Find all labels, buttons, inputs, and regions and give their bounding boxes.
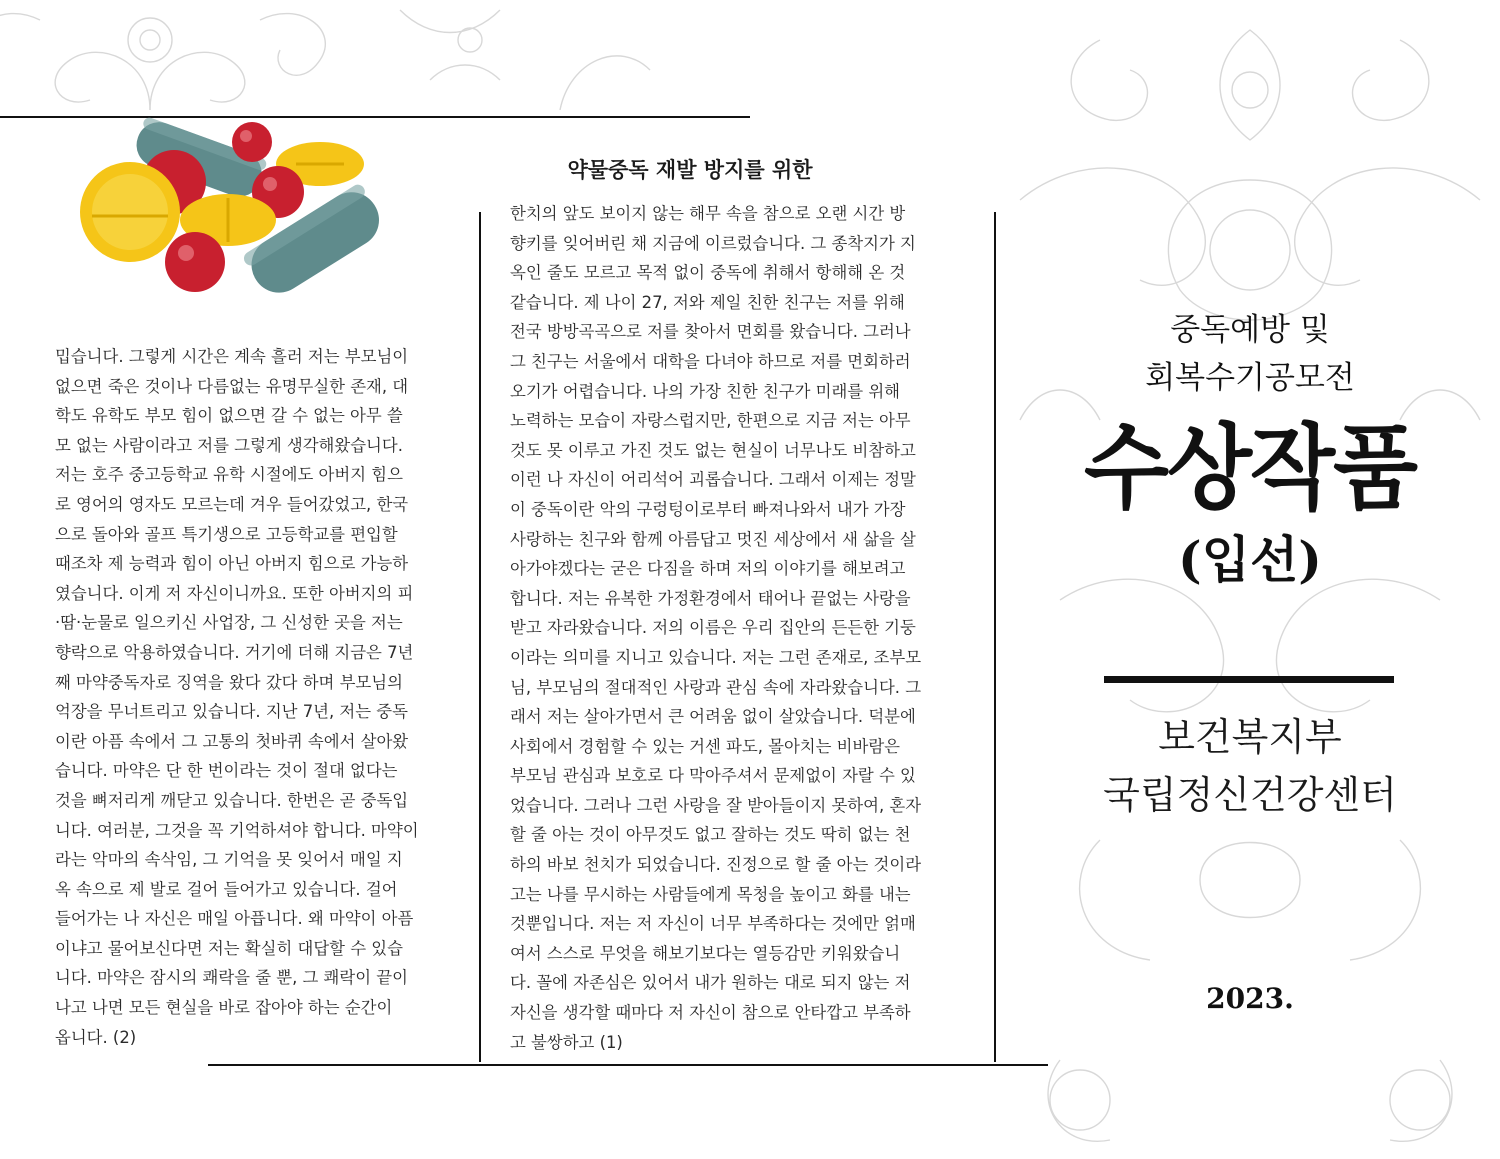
essay-text-left-column: 밉습니다. 그렇게 시간은 계속 흘러 저는 부모님이 없으면 죽은 것이나 다름없는 유명무실한 존재, 대 학도 유학도 부모 힘이 없으면 갈 수 없는 아무 쓸 모 없는 사람이라고 저를 그렇게 생각해왔습니다. 저는 호주 중고등학교 유학 시절에도 아버지 힘으 로 영어의 영자도 모르는데 겨우 들어갔었고, 한국 으로 돌아와 골프 특기생으로 고등학교를 편입할 때조차 제 능력과 힘이 아닌 아버지 힘으로 가능하 였습니다. 이게 저 자신이니까요. 또한 아버지의 피 ·땀·눈물로 일으키신 사업장, 그 신성한 곳을 저는 향락으로 악용하였습니다. 거기에 더해 지금은 7년 째 마약중독자로 징역을 왔다 갔다 하며 부모님의 억장을 무너트리고 있습니다. 지난 7년, 저는 중독 이란 아픔 속에서 그 고통의 첫바퀴 속에서 살아왔 습니다. 마약은 단 한 번이라는 것이 절대 없다는 것을 뼈저리게 깨닫고 있습니다. 한번은 곧 중독입 니다. 여러분, 그것을 꼭 기억하셔야 합니다. 마약이 라는 악마의 속삭임, 그 기억을 못 잊어서 매일 지 옥 속으로 제 발로 걸어 들어가고 있습니다. 걸어 들어가는 나 자신은 매일 아픕니다. 왜 마약이 아픔 이냐고 물어보신다면 저는 확실히 대답할 수 있습 니다. 마약은 잠시의 쾌락을 줄 뿐, 그 쾌락이 끝이 나고 나면 모든 현실을 바로 잡아야 하는 순간이 옵니다. (2) [55, 347, 419, 1047]
floral-ornament-top [0, 0, 1000, 120]
award-level: (입선) [1178, 530, 1322, 589]
contest-name-line1: 중독예방 및 [1170, 312, 1330, 348]
cover-panel [1000, 0, 1500, 1159]
award-title: 수상작품 [1083, 412, 1417, 522]
pills-illustration [70, 112, 390, 312]
organizer-ministry: 보건복지부 [1158, 715, 1342, 759]
organizer-center: 국립정신건강센터 [1103, 773, 1397, 817]
divider-bar [1104, 676, 1394, 683]
bottom-rule [208, 1064, 1048, 1066]
year-label: 2023. [1206, 982, 1294, 1015]
column-divider-right [994, 212, 996, 1062]
contest-name-line2: 회복수기공모전 [1145, 360, 1355, 396]
column-divider-left [479, 212, 481, 1062]
essay-text-middle-column: 한치의 앞도 보이지 않는 해무 속을 참으로 오랜 시간 방 향키를 잊어버린 채 지금에 이르렀습니다. 그 종착지가 지 옥인 줄도 모르고 목적 없이 중독에 취해서 항해해 온 것 같습니다. 제 나이 27, 저와 제일 친한 친구는 저를 위해 전국 방방곡곡으로 저를 찾아서 면회를 왔습니다. 그러나 그 친구는 서울에서 대학을 다녀야 하므로 저를 면회하러 오기가 어렵습니다. 나의 가장 친한 친구가 미래를 위해 노력하는 모습이 자랑스럽지만, 한편으로 지금 저는 아무 것도 못 이루고 가진 것도 없는 현실이 너무나도 비참하고 이런 나 자신이 어리석어 괴롭습니다. 그래서 이제는 정말 이 중독이란 악의 구렁텅이로부터 빠져나와서 내가 가장 사랑하는 친구와 함께 아름답고 멋진 세상에서 새 삶을 살 아가야겠다는 굳은 다짐을 하며 저의 이야기를 해보려고 합니다. 저는 유복한 가정환경에서 태어나 끝없는 사랑을 받고 자라왔습니다. 저의 이름은 우리 집안의 든든한 기둥 이라는 의미를 지니고 있습니다. 저는 그런 존재로, 조부모 님, 부모님의 절대적인 사랑과 관심 속에 자라왔습니다. 그 래서 저는 살아가면서 큰 어려움 없이 살았습니다. 덕분에 사회에서 경험할 수 있는 거센 파도, 몰아치는 비바람은 부모님 관심과 보호로 다 막아주셔서 문제없이 자랄 수 있 었습니다. 그러나 그런 사랑을 잘 받아들이지 못하여, 혼자 할 줄 아는 것이 아무것도 없고 잘하는 것도 딱히 없는 천 하의 바보 천치가 되었습니다. 진정으로 할 줄 아는 것이라 고는 나를 무시하는 사람들에게 목청을 높이고 화를 내는 것뿐입니다. 저는 저 자신이 너무 부족하다는 것에만 얽매 여서 스스로 무엇을 해보기보다는 열등감만 키워왔습니 다. 꼴에 자존심은 있어서 내가 원하는 대로 되지 않는 저 자신을 생각할 때마다 저 자신이 참으로 안타깝고 부족하 고 불쌍하고 (1) [510, 204, 922, 1052]
essay-heading: 약물중독 재발 방지를 위한 [567, 158, 813, 182]
